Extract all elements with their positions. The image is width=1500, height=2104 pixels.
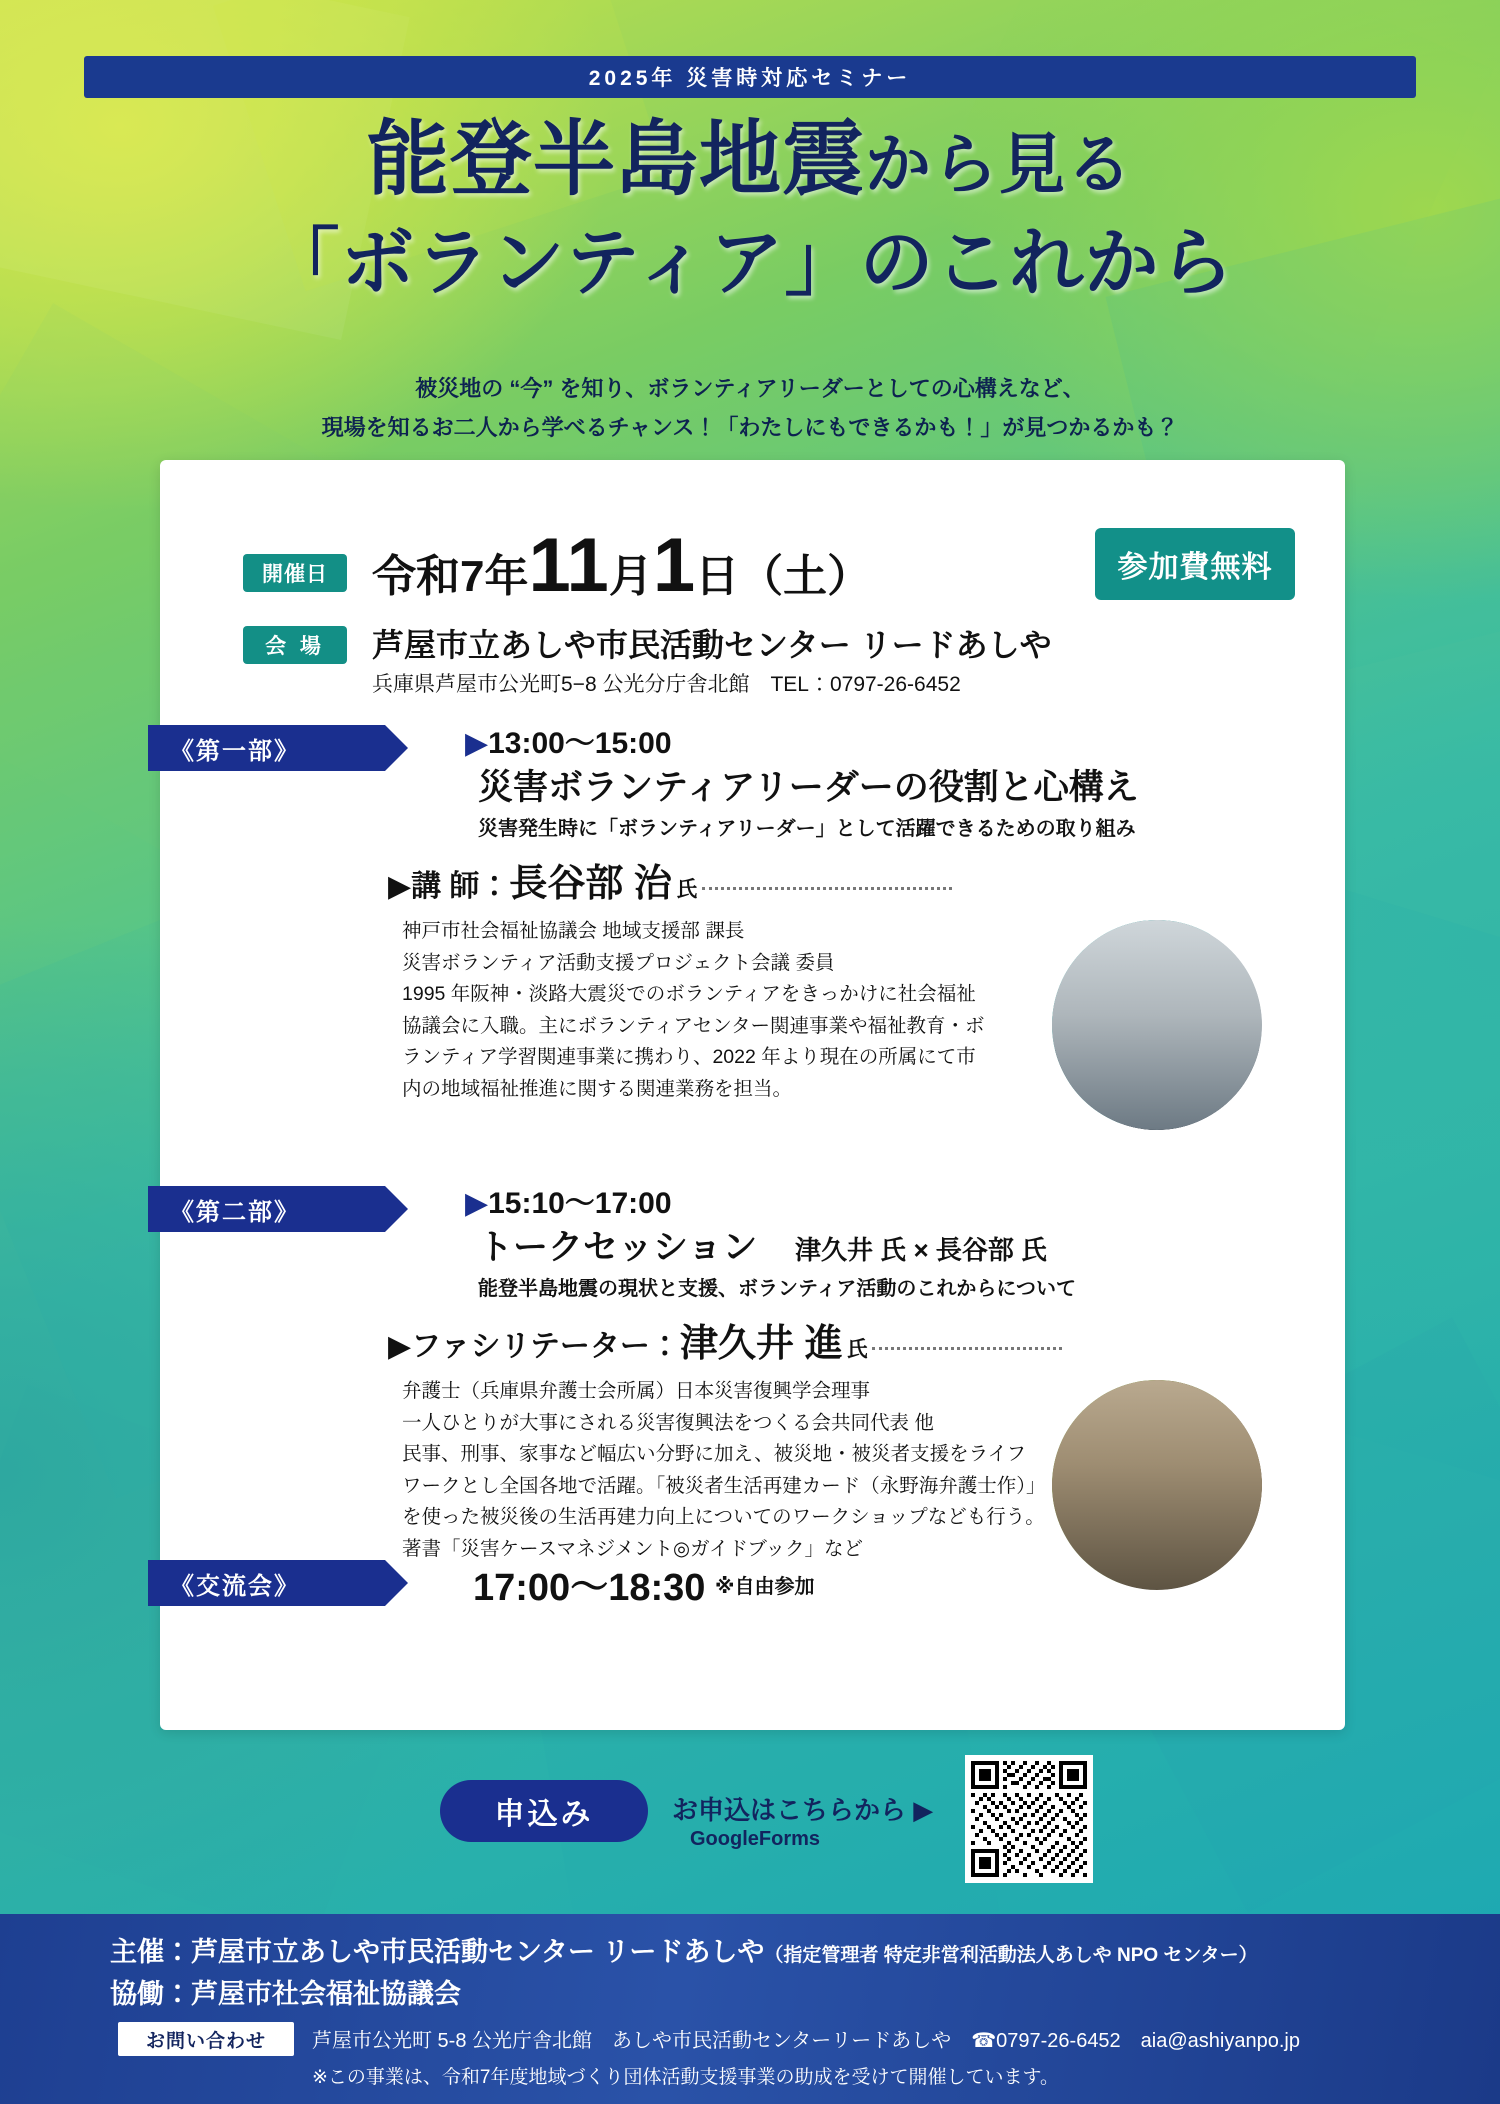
- part2-time: ▶15:10〜17:00: [465, 1187, 672, 1220]
- part2-bio-line: 民事、刑事、家事など幅広い分野に加え、被災地・被災者支援をライフ: [402, 1443, 1027, 1466]
- lead-line-1: 被災地の “今” を知り、ボランティアリーダーとしての心構えなど、: [415, 376, 1085, 401]
- part2-speaker-label: ファシリテーター：: [411, 1330, 680, 1363]
- footer-contact-tag: お問い合わせ: [118, 2022, 294, 2056]
- part1-title: 災害ボランティアリーダーの役割と心構え: [478, 768, 1139, 807]
- part1-subtitle: 災害発生時に「ボランティアリーダー」として活躍できるための取り組み: [478, 818, 1136, 840]
- photo-inner: [1052, 1380, 1262, 1590]
- title-line1-b: から見る: [865, 127, 1133, 201]
- event-date: [372, 522, 871, 609]
- photo-inner: [1052, 920, 1262, 1130]
- details-card: [160, 460, 1345, 1730]
- part1-speaker-label: 講 師：: [411, 870, 510, 903]
- footer-organizer: [110, 1930, 1258, 1969]
- footer-organizer-note: （指定管理者 特定非営利活動法人あしや NPO センター）: [764, 1945, 1258, 1966]
- lead-text: [0, 370, 1500, 447]
- footer-note: ※この事業は、令和7年度地域づくり団体活動支援事業の助成を受けて開催しています。: [312, 2067, 1059, 2088]
- part1-speaker-photo: [1052, 920, 1262, 1130]
- dotted-rule: [702, 867, 952, 890]
- part2-title-text: トークセッション: [478, 1228, 758, 1267]
- part2-bio-line: ワークとし全国各地で活躍。「被災者生活再建カード（永野海弁護士作）」: [402, 1474, 1046, 1497]
- footer: [0, 1914, 1500, 2104]
- dotted-rule: [872, 1327, 1062, 1350]
- lead-line-2: 現場を知るお二人から学べるチャンス！「わたしにもできるかも！」が見つかるかも？: [321, 414, 1179, 440]
- date-day-number: 1: [652, 523, 696, 608]
- part2-speaker-name: 津久井 進: [679, 1323, 843, 1365]
- part1-speaker: ▶講 師：長谷部 治 氏: [388, 852, 952, 907]
- venue-address: 兵庫県芦屋市公光町5−8 公光分庁舎北館 TEL：0797-26-6452: [372, 673, 961, 696]
- date-weekday: （土）: [739, 552, 872, 601]
- footer-contact: 芦屋市公光町 5-8 公光庁舎北館 あしや市民活動センターリードあしや ☎0797-26-6452 aia@ashiyanpo.jp: [312, 2030, 1300, 2052]
- footer-collaborator: 協働：芦屋市社会福祉協議会: [110, 1979, 461, 2009]
- part1-speaker-suffix: 氏: [676, 878, 698, 901]
- part1-bio-line: 災害ボランティア活動支援プロジェクト会議 委員: [402, 951, 835, 974]
- venue-name: 芦屋市立あしや市民活動センター リードあしや: [372, 627, 1052, 663]
- part1-bio-line: 協議会に入職。主にボランティアセンター関連事業や福祉教育・ボ: [402, 1014, 985, 1037]
- title-line2: 「ボランティア」のこれから: [265, 220, 1235, 304]
- part2-bio: [402, 1376, 1132, 1565]
- footer-organizer-text: 主催：芦屋市立あしや市民活動センター リードあしや: [110, 1937, 765, 1967]
- part1-time: ▶13:00〜15:00: [465, 727, 672, 760]
- part2-ribbon: 《第二部》: [148, 1186, 385, 1232]
- part2-subtitle: 能登半島地震の現状と支援、ボランティア活動のこれからについて: [478, 1278, 1076, 1300]
- part2-bio-line: 一人ひとりが大事にされる災害復興法をつくる会共同代表 他: [402, 1411, 934, 1434]
- part2-bio-line: 弁護士（兵庫県弁護士会所属）日本災害復興学会理事: [402, 1380, 871, 1402]
- page-title: [0, 112, 1500, 306]
- date-day-unit: 日: [695, 552, 740, 601]
- qr-code-image: [971, 1761, 1087, 1877]
- date-month-unit: 月: [608, 552, 653, 601]
- venue-tag: 会 場: [243, 626, 347, 664]
- social-time: 17:00〜18:30: [473, 1567, 706, 1609]
- part1-bio-line: 神戸市社会福祉協議会 地域支援部 課長: [402, 920, 745, 942]
- title-line1-a: 能登半島地震: [366, 114, 865, 205]
- part2-title: [478, 1220, 1047, 1270]
- date-month-number: 11: [528, 523, 609, 608]
- apply-subtext: GoogleForms: [690, 1828, 821, 1850]
- part1-bio-line: 内の地域福祉推進に関する関連業務を担当。: [402, 1077, 793, 1100]
- part1-bio: [402, 916, 1102, 1105]
- date-tag: 開催日: [243, 554, 347, 592]
- top-banner-text: 2025年 災害時対応セミナー: [588, 67, 912, 90]
- apply-button[interactable]: 申込み: [440, 1780, 648, 1842]
- part1-bio-line: 1995 年阪神・淡路大震災でのボランティアをきっかけに社会福祉: [402, 983, 976, 1006]
- date-reiwa: 令和7年: [372, 552, 529, 601]
- part1-bio-line: ランティア学習関連事業に携わり、2022 年より現在の所属にて市: [402, 1046, 976, 1069]
- part1-speaker-name: 長谷部 治: [509, 863, 672, 905]
- top-banner: [84, 56, 1416, 98]
- part1-ribbon: 《第一部》: [148, 725, 385, 771]
- social-ribbon: 《交流会》: [148, 1560, 385, 1606]
- part2-bio-line: 著書「災害ケースマネジメント◎ガイドブック」など: [402, 1537, 864, 1560]
- part2-speaker-photo: [1052, 1380, 1262, 1590]
- free-badge: 参加費無料: [1095, 528, 1295, 600]
- part2-bio-line: を使った被災後の生活再建力向上についてのワークショップなども行う。: [402, 1506, 1045, 1529]
- qr-code[interactable]: [965, 1755, 1093, 1883]
- part2-title-names: 津久井 氏 × 長谷部 氏: [795, 1235, 1048, 1265]
- part2-speaker: ▶ファシリテーター：津久井 進 氏: [388, 1312, 1062, 1367]
- part2-speaker-suffix: 氏: [846, 1338, 868, 1361]
- apply-text: お申込はこちらから ▶: [672, 1795, 934, 1825]
- social-note: ※自由参加: [715, 1576, 815, 1598]
